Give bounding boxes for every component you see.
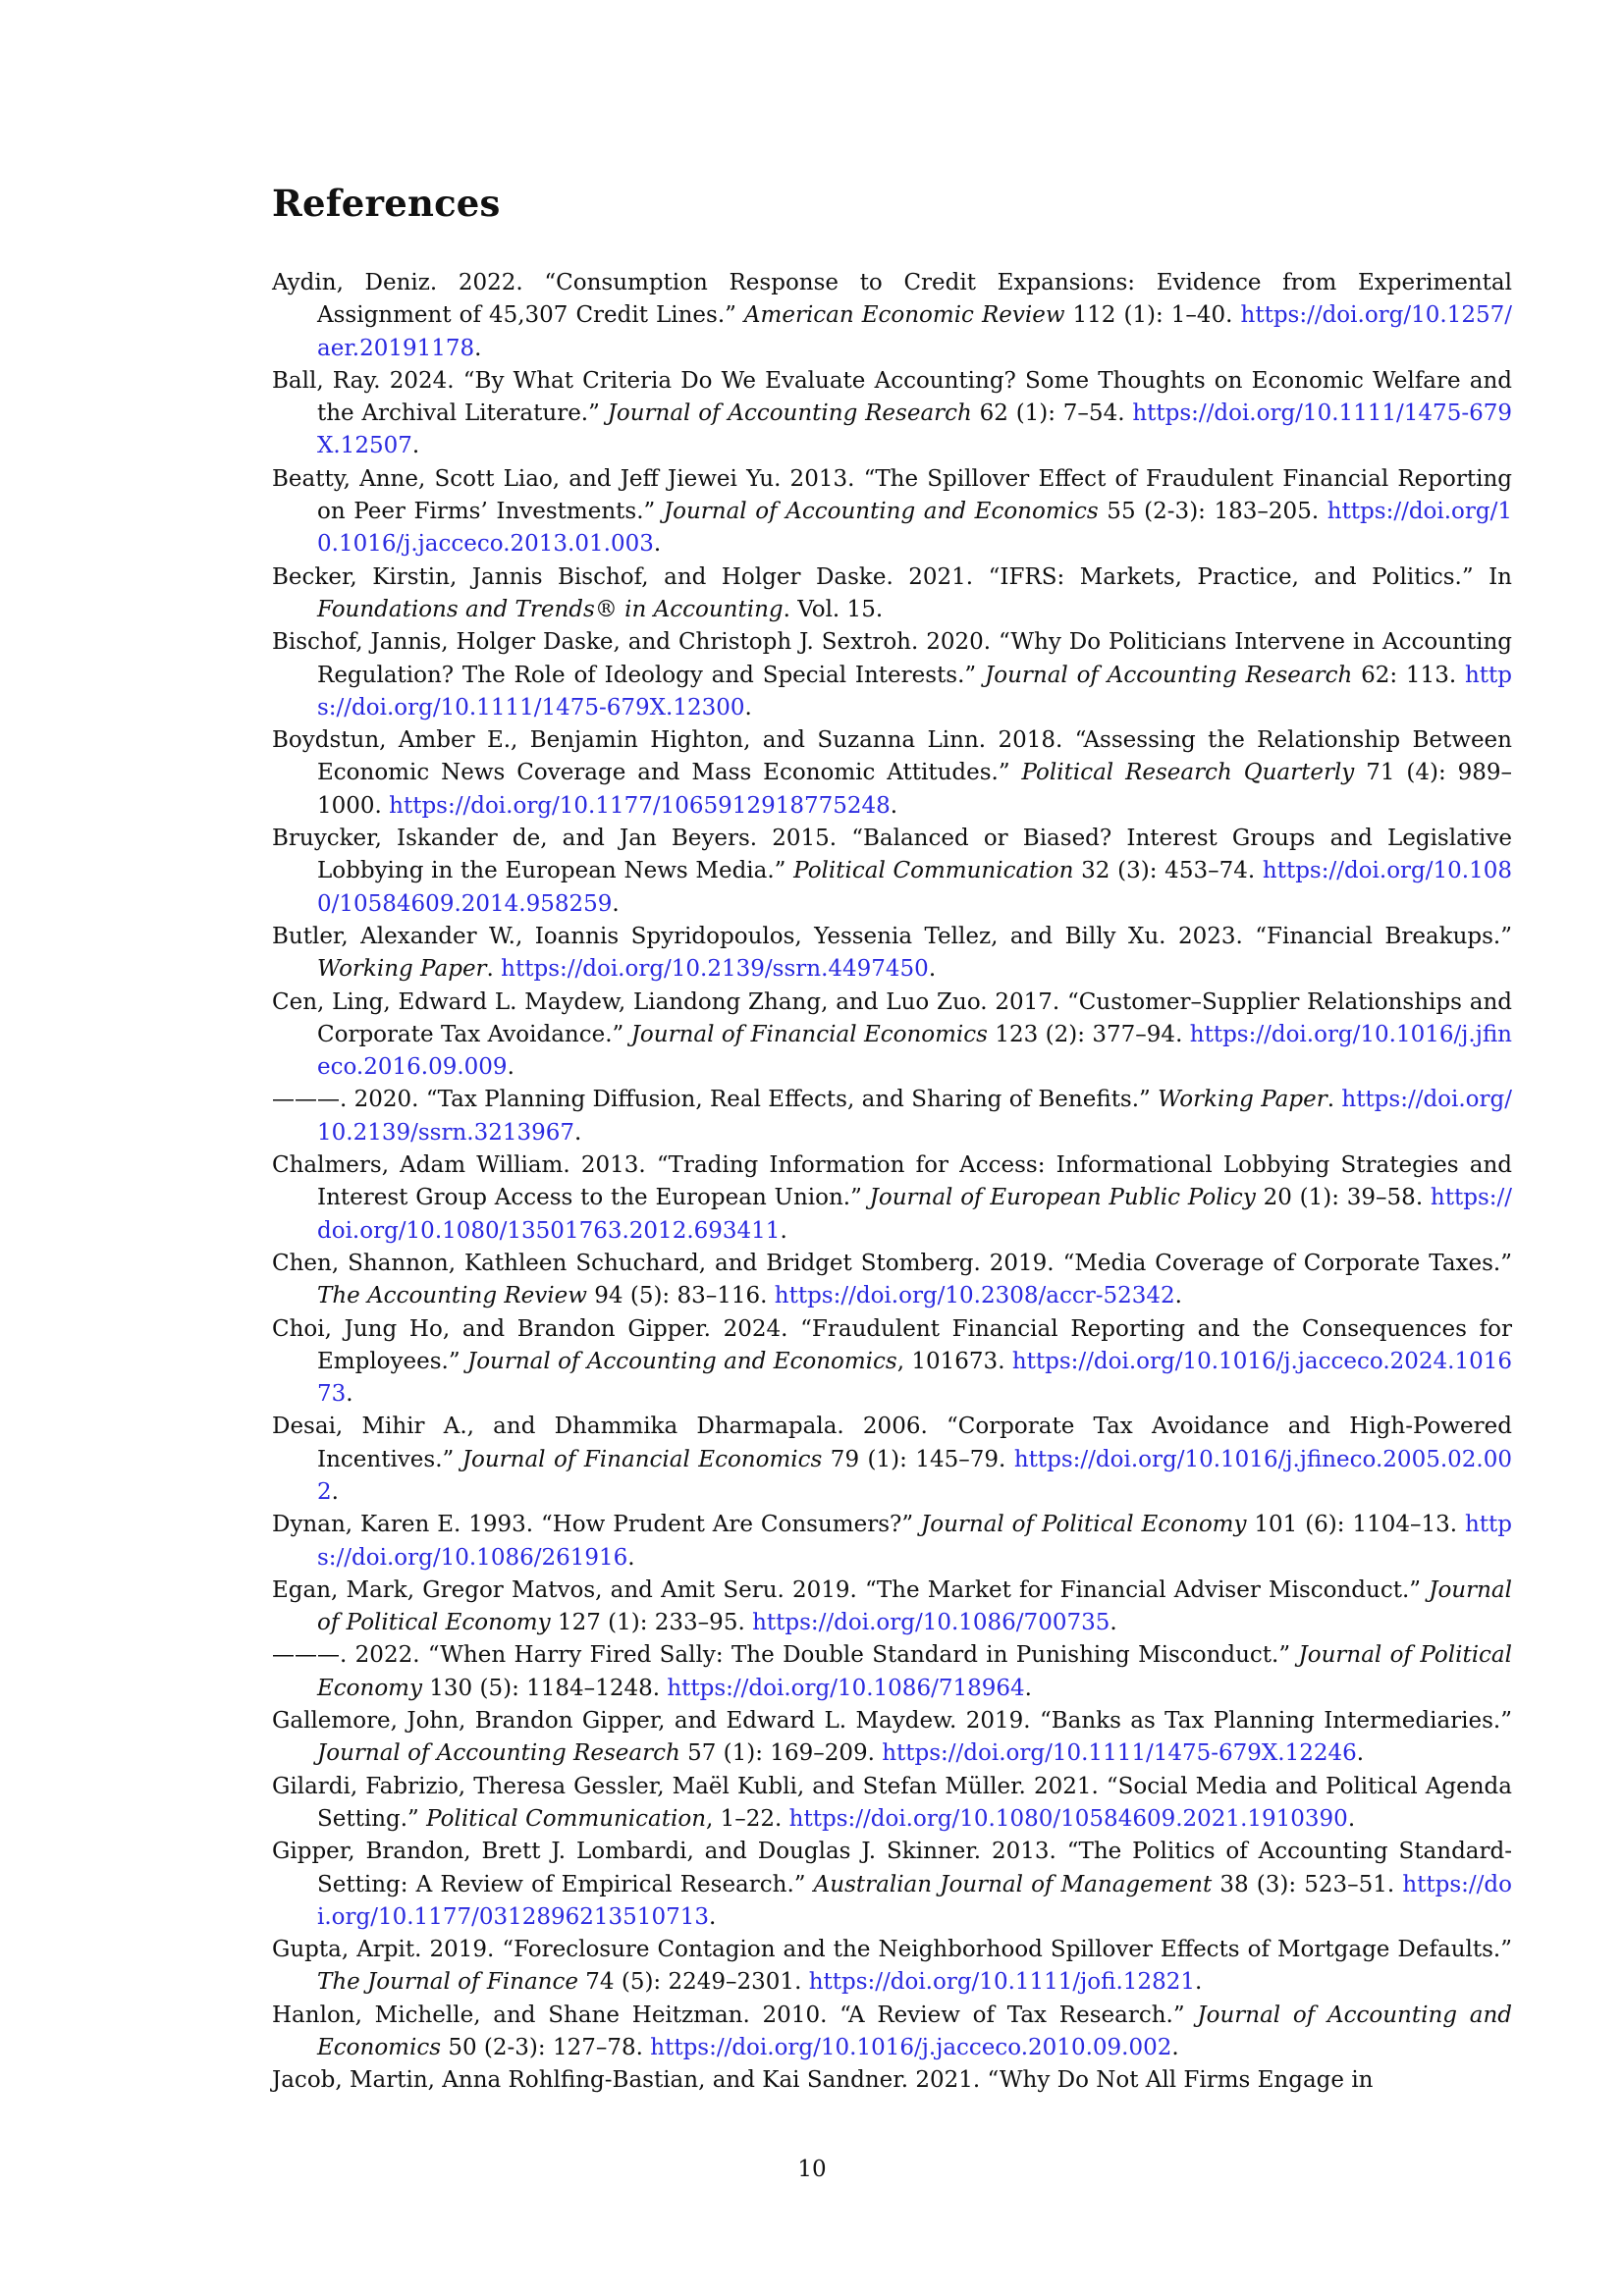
reference-entry <box>272 2064 1512 2097</box>
reference-journal: Journal of Accounting and Economics <box>663 499 1099 525</box>
reference-end-punctuation: . <box>507 1054 514 1081</box>
reference-doi-link[interactable]: https://doi.org/10.1177/0312896213510713 <box>317 1871 1512 1930</box>
reference-end-punctuation: . <box>1171 2035 1179 2061</box>
reference-entry <box>272 1411 1512 1509</box>
reference-authors-title: ———. 2022. “When Harry Fired Sally: The Double Standard in Punishing Misconduct.” <box>272 1642 1299 1669</box>
reference-journal: Political Communication <box>793 858 1074 884</box>
reference-entry <box>272 365 1512 463</box>
reference-volume-pages: 71 (4): 989–1000. <box>317 760 1512 819</box>
reference-authors-title: Ball, Ray. 2024. “By What Criteria Do We Evaluate Accounting? Some Thoughts on Economic Welfare and the Archival Literature.” <box>272 367 1512 427</box>
reference-journal: Working Paper <box>1158 1087 1327 1113</box>
reference-volume-pages: 94 (5): 83–116. <box>586 1283 775 1309</box>
reference-journal: Political Research Quarterly <box>1021 760 1355 786</box>
page-number: 10 <box>797 2157 827 2182</box>
reference-end-punctuation: . <box>474 335 482 361</box>
section-heading: References <box>272 182 501 225</box>
reference-end-punctuation: . <box>346 1381 353 1408</box>
reference-end-punctuation: . <box>331 1478 339 1505</box>
reference-list <box>272 267 1512 2098</box>
reference-end-punctuation: . <box>1024 1675 1032 1701</box>
reference-end-punctuation: . <box>627 1544 635 1571</box>
reference-volume-pages: 130 (5): 1184–1248. <box>421 1675 668 1701</box>
reference-authors-title: Jacob, Martin, Anna Rohlfing-Bastian, and Kai Sandner. 2021. “Why Do Not All Firms Engage in <box>272 2067 1374 2094</box>
reference-authors-title: Choi, Jung Ho, and Brandon Gipper. 2024. “Fraudulent Financial Reporting and the Consequences for Employees.” <box>272 1315 1512 1374</box>
reference-volume-pages: . <box>1326 1087 1342 1113</box>
reference-volume-pages: 20 (1): 39–58. <box>1255 1185 1431 1211</box>
reference-authors-title: Butler, Alexander W., Ioannis Spyridopoulos, Yessenia Tellez, and Billy Xu. 2023. “Financial Breakups.” <box>272 923 1512 949</box>
reference-doi-link[interactable]: https://doi.org/10.1257/aer.20191178 <box>317 302 1512 361</box>
reference-entry <box>272 1509 1512 1575</box>
reference-authors-title: Egan, Mark, Gregor Matvos, and Amit Seru. 2019. “The Market for Financial Adviser Misconduct.” <box>272 1576 1430 1603</box>
reference-end-punctuation: . <box>1347 1805 1356 1832</box>
reference-volume-pages: 55 (2-3): 183–205. <box>1098 499 1327 525</box>
reference-doi-link[interactable]: https://doi.org/10.1016/j.jacceco.2024.101673 <box>317 1348 1513 1408</box>
reference-journal: Journal of European Public Policy <box>869 1185 1256 1211</box>
reference-journal: Working Paper <box>317 956 487 983</box>
reference-entry <box>272 1934 1512 2000</box>
reference-doi-link[interactable]: https://doi.org/10.1086/718964 <box>667 1675 1025 1701</box>
reference-end-punctuation: . <box>653 531 662 558</box>
reference-doi-link[interactable]: https://doi.org/10.1016/j.jfineco.2005.02.002 <box>317 1446 1512 1505</box>
reference-authors-title: Becker, Kirstin, Jannis Bischof, and Holger Daske. 2021. “IFRS: Markets, Practice, and Politics.” In <box>272 563 1512 590</box>
reference-doi-link[interactable]: https://doi.org/10.1111/1475-679X.12507 <box>317 400 1512 459</box>
reference-end-punctuation: . <box>1174 1283 1182 1309</box>
reference-journal: Journal of Accounting and Economics <box>466 1348 897 1374</box>
reference-authors-title: Beatty, Anne, Scott Liao, and Jeff Jiewei Yu. 2013. “The Spillover Effect of Fraudulent Financial Reporting on Peer Firms’ Investments.” <box>272 465 1512 525</box>
reference-entry <box>272 921 1512 987</box>
reference-entry <box>272 1575 1512 1640</box>
reference-entry <box>272 463 1512 561</box>
reference-journal: Journal of Financial Economics <box>630 1021 988 1047</box>
reference-end-punctuation: . <box>574 1119 582 1146</box>
reference-end-punctuation: . <box>411 433 420 459</box>
reference-doi-link[interactable]: https://doi.org/10.1080/10584609.2014.958259 <box>317 858 1512 917</box>
reference-end-punctuation: . <box>744 694 752 721</box>
reference-journal: Journal of Political Economy <box>317 1642 1512 1701</box>
reference-authors-title: Desai, Mihir A., and Dhammika Dharmapala. 2006. “Corporate Tax Avoidance and High-Powered Incentives.” <box>272 1414 1512 1472</box>
reference-entry <box>272 724 1512 823</box>
reference-volume-pages: 112 (1): 1–40. <box>1064 302 1241 329</box>
reference-volume-pages: 62 (1): 7–54. <box>971 400 1133 427</box>
reference-doi-link[interactable]: https://doi.org/10.1177/1065912918775248 <box>389 792 891 819</box>
reference-doi-link[interactable]: https://doi.org/10.2308/accr-52342 <box>774 1283 1175 1309</box>
reference-volume-pages: 62: 113. <box>1352 662 1465 688</box>
reference-end-punctuation: . <box>708 1903 717 1930</box>
reference-volume-pages: 57 (1): 169–209. <box>679 1740 883 1767</box>
reference-journal: Political Communication <box>426 1805 707 1832</box>
reference-end-punctuation: . <box>780 1217 787 1244</box>
reference-journal: Journal of Political Economy <box>921 1512 1247 1538</box>
reference-authors-title: Gilardi, Fabrizio, Theresa Gessler, Maël Kubli, and Stefan Müller. 2021. “Social Media and Political Agenda Setting.” <box>272 1773 1512 1832</box>
reference-entry <box>272 561 1512 627</box>
reference-end-punctuation: . <box>1110 1610 1117 1636</box>
reference-entry <box>272 267 1512 365</box>
reference-entry <box>272 626 1512 724</box>
reference-volume-pages: 74 (5): 2249–2301. <box>577 1969 809 1996</box>
reference-authors-title: ———. 2020. “Tax Planning Diffusion, Real Effects, and Sharing of Benefits.” <box>272 1087 1159 1113</box>
reference-entry <box>272 1149 1512 1248</box>
reference-end-punctuation: . <box>612 890 620 917</box>
reference-doi-link[interactable]: https://doi.org/10.1111/jofi.12821 <box>808 1969 1195 1996</box>
reference-doi-link[interactable]: https://doi.org/10.1016/j.jacceco.2010.09.002 <box>650 2035 1172 2061</box>
reference-volume-pages: 32 (3): 453–74. <box>1073 858 1263 884</box>
reference-doi-link[interactable]: https://doi.org/10.1080/10584609.2021.1910390 <box>788 1805 1348 1832</box>
reference-volume-pages: 38 (3): 523–51. <box>1212 1871 1403 1897</box>
reference-entry <box>272 823 1512 921</box>
reference-journal: Journal of Political Economy <box>317 1576 1512 1636</box>
reference-doi-link[interactable]: https://doi.org/10.2139/ssrn.4497450 <box>501 956 929 983</box>
reference-journal: Journal of Accounting Research <box>317 1740 680 1767</box>
reference-doi-link[interactable]: https://doi.org/10.1111/1475-679X.12246 <box>882 1740 1357 1767</box>
reference-authors-title: Gallemore, John, Brandon Gipper, and Edward L. Maydew. 2019. “Banks as Tax Planning Intermediaries.” <box>272 1708 1512 1735</box>
reference-journal: Journal of Financial Economics <box>461 1446 823 1472</box>
reference-doi-link[interactable]: https://doi.org/10.1080/13501763.2012.693411 <box>317 1185 1512 1244</box>
reference-volume-pages: 123 (2): 377–94. <box>987 1021 1190 1047</box>
reference-entry <box>272 1705 1512 1771</box>
reference-authors-title: Gupta, Arpit. 2019. “Foreclosure Contagion and the Neighborhood Spillover Effects of Mortgage Defaults.” <box>272 1937 1512 1963</box>
reference-authors-title: Gipper, Brandon, Brett J. Lombardi, and Douglas J. Skinner. 2013. “The Politics of Accounting Standard-Setting: A Review of Empirical Research.” <box>272 1839 1512 1897</box>
reference-journal: Journal of Accounting Research <box>607 400 972 427</box>
reference-volume-pages: , 1–22. <box>706 1805 789 1832</box>
reference-entry <box>272 2000 1512 2065</box>
reference-volume-pages: 79 (1): 145–79. <box>822 1446 1014 1472</box>
reference-volume-pages: , 101673. <box>896 1348 1012 1374</box>
reference-authors-title: Aydin, Deniz. 2022. “Consumption Response to Credit Expansions: Evidence from Experimental Assignment of 45,307 Credit Lines.” <box>272 270 1512 329</box>
reference-doi-link[interactable]: https://doi.org/10.1016/j.jacceco.2013.01.003 <box>317 499 1513 558</box>
reference-entry <box>272 1084 1512 1149</box>
reference-journal: The Accounting Review <box>317 1283 587 1309</box>
reference-authors-title: Chen, Shannon, Kathleen Schuchard, and Bridget Stomberg. 2019. “Media Coverage of Corporate Taxes.” <box>272 1250 1512 1276</box>
reference-volume-pages: . Vol. 15. <box>783 596 884 622</box>
reference-authors-title: Bruycker, Iskander de, and Jan Beyers. 2015. “Balanced or Biased? Interest Groups and Legislative Lobbying in the European News Media.” <box>272 826 1512 884</box>
reference-entry <box>272 987 1512 1085</box>
reference-journal: Journal of Accounting and Economics <box>317 2002 1513 2061</box>
reference-journal: The Journal of Finance <box>317 1969 578 1996</box>
reference-entry <box>272 1771 1512 1837</box>
reference-doi-link[interactable]: https://doi.org/10.1111/1475-679X.12300 <box>317 662 1512 721</box>
reference-volume-pages: 50 (2-3): 127–78. <box>441 2035 651 2061</box>
reference-authors-title: Boydstun, Amber E., Benjamin Highton, and Suzanna Linn. 2018. “Assessing the Relationship Between Economic News Coverage and Mass Economic Attitudes.” <box>272 727 1512 786</box>
reference-volume-pages: . <box>486 956 502 983</box>
reference-entry <box>272 1313 1512 1412</box>
reference-journal: American Economic Review <box>743 302 1065 329</box>
reference-doi-link[interactable]: https://doi.org/10.1086/700735 <box>752 1610 1110 1636</box>
reference-authors-title: Chalmers, Adam William. 2013. “Trading Information for Access: Informational Lobbying Strategies and Interest Group Access to the European Union.” <box>272 1152 1512 1211</box>
reference-end-punctuation: . <box>890 792 898 819</box>
reference-entry <box>272 1248 1512 1313</box>
reference-authors-title: Dynan, Karen E. 1993. “How Prudent Are Consumers?” <box>272 1512 922 1538</box>
reference-volume-pages: 127 (1): 233–95. <box>550 1610 753 1636</box>
reference-end-punctuation: . <box>1194 1969 1203 1996</box>
reference-entry <box>272 1836 1512 1934</box>
reference-journal: Foundations and Trends® in Accounting <box>317 596 784 622</box>
reference-entry <box>272 1639 1512 1705</box>
reference-doi-link[interactable]: https://doi.org/10.1086/261916 <box>317 1512 1512 1571</box>
reference-volume-pages: 101 (6): 1104–13. <box>1246 1512 1465 1538</box>
reference-authors-title: Hanlon, Michelle, and Shane Heitzman. 2010. “A Review of Tax Research.” <box>272 2002 1198 2028</box>
reference-authors-title: Cen, Ling, Edward L. Maydew, Liandong Zhang, and Luo Zuo. 2017. “Customer–Supplier Relationships and Corporate Tax Avoidance.” <box>272 988 1512 1047</box>
reference-journal: Journal of Accounting Research <box>985 662 1353 688</box>
reference-journal: Australian Journal of Management <box>813 1871 1213 1897</box>
reference-end-punctuation: . <box>928 956 937 983</box>
reference-authors-title: Bischof, Jannis, Holger Daske, and Christoph J. Sextroh. 2020. “Why Do Politicians Intervene in Accounting Regulation? The Role of Ideology and Special Interests.” <box>272 629 1512 688</box>
reference-end-punctuation: . <box>1356 1740 1365 1767</box>
reference-doi-link[interactable]: https://doi.org/10.2139/ssrn.3213967 <box>317 1087 1512 1146</box>
reference-doi-link[interactable]: https://doi.org/10.1016/j.jfineco.2016.09.009 <box>317 1021 1512 1081</box>
